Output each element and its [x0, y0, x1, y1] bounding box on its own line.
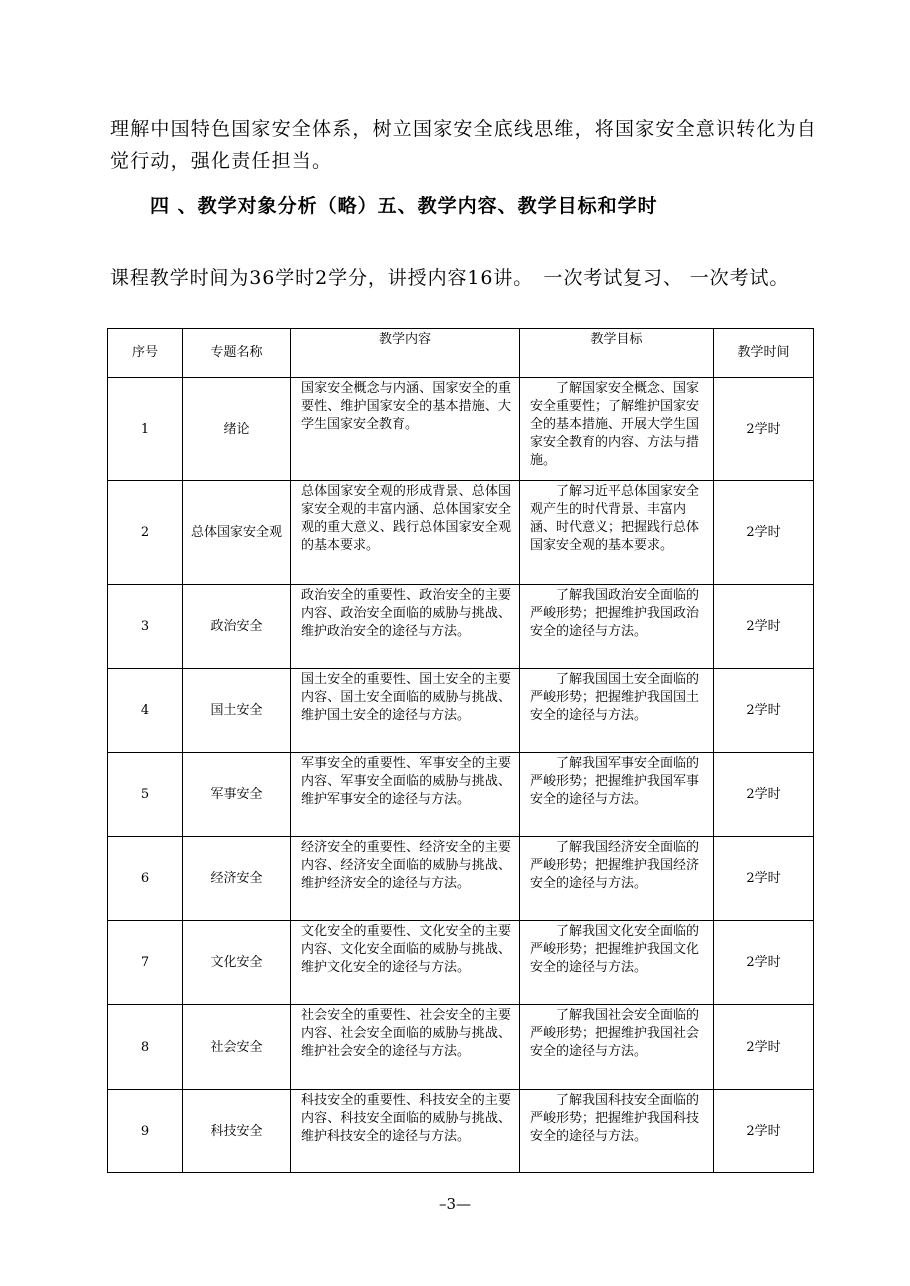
row-no: 6 — [108, 837, 183, 921]
row-goal: 了解我国科技安全面临的严峻形势；把握维护我国科技安全的途径与方法。 — [520, 1090, 714, 1173]
header-time: 教学时间 — [714, 329, 814, 378]
page-number: –3— — [438, 1195, 472, 1213]
table-row — [108, 921, 814, 1005]
row-content: 总体国家安全观的形成背景、总体国家安全观的丰富内涵、总体国家安全观的重大意义、践行总体国家安全观的基本要求。 — [291, 481, 520, 585]
row-topic: 总体国家安全观 — [183, 481, 291, 585]
row-topic: 国土安全 — [183, 669, 291, 753]
row-time: 2学时 — [714, 1090, 814, 1173]
header-no: 序号 — [108, 329, 183, 378]
row-no: 8 — [108, 1005, 183, 1090]
row-time: 2学时 — [714, 481, 814, 585]
row-time: 2学时 — [714, 921, 814, 1005]
row-no: 2 — [108, 481, 183, 585]
schedule-paragraph: 课程教学时间为36学时2学分，讲授内容16讲。 一次考试复习、 一次考试。 — [110, 267, 790, 289]
row-no: 7 — [108, 921, 183, 1005]
table-row — [108, 585, 814, 669]
section-heading: 四 、教学对象分析（略）五、教学内容、教学目标和学时 — [150, 195, 658, 217]
table-row — [108, 1090, 814, 1173]
row-time: 2学时 — [714, 585, 814, 669]
row-content: 政治安全的重要性、政治安全的主要内容、政治安全面临的威胁与挑战、维护政治安全的途径与方法。 — [291, 585, 520, 669]
row-time: 2学时 — [714, 669, 814, 753]
row-goal: 了解我国政治安全面临的严峻形势；把握维护我国政治安全的途径与方法。 — [520, 585, 714, 669]
row-topic: 科技安全 — [183, 1090, 291, 1173]
table-header-row — [108, 329, 814, 378]
row-content: 国土安全的重要性、国土安全的主要内容、国土安全面临的威胁与挑战、维护国土安全的途径与方法。 — [291, 669, 520, 753]
row-goal: 了解我国国土安全面临的严峻形势；把握维护我国国土安全的途径与方法。 — [520, 669, 714, 753]
row-topic: 绪论 — [183, 378, 291, 481]
row-topic: 社会安全 — [183, 1005, 291, 1090]
row-no: 4 — [108, 669, 183, 753]
row-time: 2学时 — [714, 753, 814, 837]
row-content: 国家安全概念与内涵、国家安全的重要性、维护国家安全的基本措施、大学生国家安全教育。 — [291, 378, 520, 481]
row-content: 军事安全的重要性、军事安全的主要内容、军事安全面临的威胁与挑战、维护军事安全的途径与方法。 — [291, 753, 520, 837]
header-content: 教学内容 — [291, 329, 520, 378]
row-topic: 文化安全 — [183, 921, 291, 1005]
header-topic: 专题名称 — [183, 329, 291, 378]
row-goal: 了解我国社会安全面临的严峻形势；把握维护我国社会安全的途径与方法。 — [520, 1005, 714, 1090]
row-content: 社会安全的重要性、社会安全的主要内容、社会安全面临的威胁与挑战、维护社会安全的途径与方法。 — [291, 1005, 520, 1090]
table-row — [108, 481, 814, 585]
row-no: 3 — [108, 585, 183, 669]
row-no: 9 — [108, 1090, 183, 1173]
row-content: 文化安全的重要性、文化安全的主要内容、文化安全面临的威胁与挑战、维护文化安全的途径与方法。 — [291, 921, 520, 1005]
row-no: 1 — [108, 378, 183, 481]
header-goal: 教学目标 — [520, 329, 714, 378]
table-row — [108, 753, 814, 837]
row-time: 2学时 — [714, 837, 814, 921]
curriculum-table — [107, 328, 814, 1173]
table-row — [108, 669, 814, 753]
table-row — [108, 837, 814, 921]
row-time: 2学时 — [714, 378, 814, 481]
row-goal: 了解国家安全概念、国家安全重要性；了解维护国家安全的基本措施、开展大学生国家安全教育的内容、方法与措施。 — [520, 378, 714, 481]
row-goal: 了解我国文化安全面临的严峻形势；把握维护我国文化安全的途径与方法。 — [520, 921, 714, 1005]
row-topic: 经济安全 — [183, 837, 291, 921]
row-content: 科技安全的重要性、科技安全的主要内容、科技安全面临的威胁与挑战、维护科技安全的途径与方法。 — [291, 1090, 520, 1173]
table-row — [108, 1005, 814, 1090]
row-goal: 了解我国经济安全面临的严峻形势；把握维护我国经济安全的途径与方法。 — [520, 837, 714, 921]
row-goal: 了解习近平总体国家安全观产生的时代背景、丰富内涵、时代意义；把握践行总体国家安全观的基本要求。 — [520, 481, 714, 585]
row-no: 5 — [108, 753, 183, 837]
row-topic: 政治安全 — [183, 585, 291, 669]
intro-paragraph: 理解中国特色国家安全体系，树立国家安全底线思维，将国家安全意识转化为自觉行动，强化责任担当。 — [110, 118, 818, 172]
row-time: 2学时 — [714, 1005, 814, 1090]
row-content: 经济安全的重要性、经济安全的主要内容、经济安全面临的威胁与挑战、维护经济安全的途径与方法。 — [291, 837, 520, 921]
row-topic: 军事安全 — [183, 753, 291, 837]
table-row — [108, 378, 814, 481]
row-goal: 了解我国军事安全面临的严峻形势；把握维护我国军事安全的途径与方法。 — [520, 753, 714, 837]
